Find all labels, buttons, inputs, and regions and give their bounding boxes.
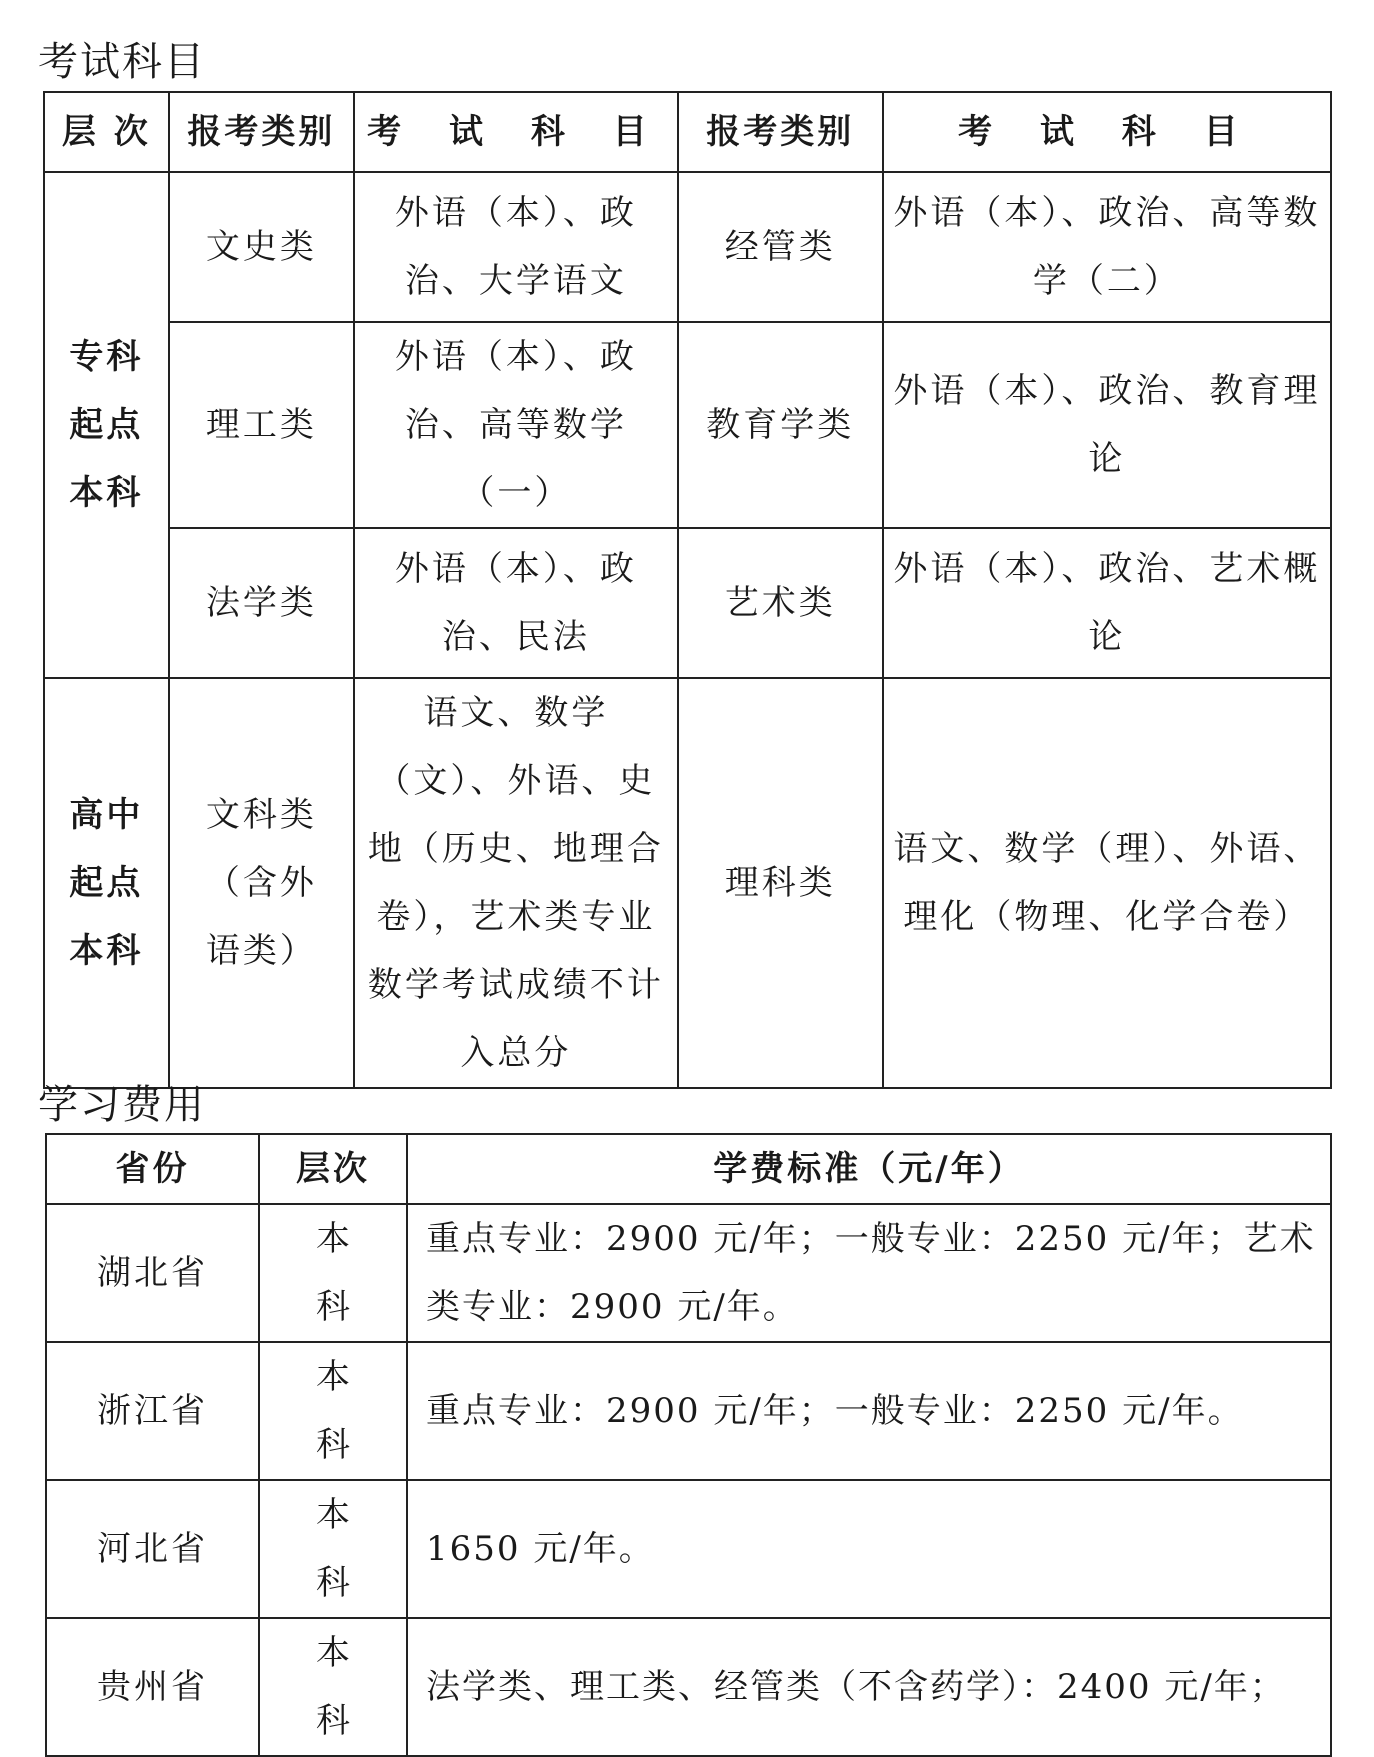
- header-category-left: 报考类别: [169, 92, 354, 172]
- level-cell-gaozhong: 高中 起点 本科: [44, 678, 169, 1088]
- header-level: 层次: [259, 1134, 407, 1204]
- table-row: [46, 1204, 1331, 1342]
- table-row: [46, 1342, 1331, 1480]
- subjects-cell: 外语（本）、政治、教育理论: [883, 322, 1331, 528]
- header-level: 层 次: [44, 92, 169, 172]
- level-cell: 本科: [259, 1204, 407, 1342]
- province-cell: 浙江省: [46, 1342, 259, 1480]
- category-cell: 经管类: [678, 172, 883, 322]
- level-cell: 本科: [259, 1618, 407, 1756]
- category-cell: 教育学类: [678, 322, 883, 528]
- category-cell: 法学类: [169, 528, 354, 678]
- tuition-title: 学习费用: [38, 1082, 206, 1128]
- fee-cell: 法学类、理工类、经管类（不含药学）：2400 元/年；: [407, 1618, 1331, 1756]
- province-cell: 贵州省: [46, 1618, 259, 1756]
- table-row: [46, 1480, 1331, 1618]
- header-subjects-left: 考 试 科 目: [354, 92, 678, 172]
- exam-subjects-table: [43, 91, 1332, 1089]
- fee-cell: 重点专业：2900 元/年；一般专业：2250 元/年；艺术类专业：2900 元/年。: [407, 1204, 1331, 1342]
- level-cell: 本科: [259, 1342, 407, 1480]
- subjects-cell: 外语（本）、政治、高等数学（二）: [883, 172, 1331, 322]
- table-header-row: [46, 1134, 1331, 1204]
- level-cell: 本科: [259, 1480, 407, 1618]
- subjects-cell: 外语（本）、政治、民法: [354, 528, 678, 678]
- fee-cell: 重点专业：2900 元/年；一般专业：2250 元/年。: [407, 1342, 1331, 1480]
- category-cell: 文科类（含外语类）: [169, 678, 354, 1088]
- tuition-table: [45, 1133, 1332, 1757]
- province-cell: 河北省: [46, 1480, 259, 1618]
- table-row: [46, 1618, 1331, 1756]
- table-row: [44, 528, 1331, 678]
- header-subjects-right: 考 试 科 目: [883, 92, 1331, 172]
- table-row: [44, 678, 1331, 1088]
- subjects-cell: 外语（本）、政治、高等数学（一）: [354, 322, 678, 528]
- category-cell: 理工类: [169, 322, 354, 528]
- subjects-cell: 语文、数学（理）、外语、理化（物理、化学合卷）: [883, 678, 1331, 1088]
- table-row: [44, 322, 1331, 528]
- subjects-cell: 外语（本）、政治、大学语文: [354, 172, 678, 322]
- table-header-row: [44, 92, 1331, 172]
- table-row: [44, 172, 1331, 322]
- category-cell: 理科类: [678, 678, 883, 1088]
- category-cell: 文史类: [169, 172, 354, 322]
- subjects-cell: 语文、数学（文）、外语、史地（历史、地理合卷），艺术类专业数学考试成绩不计入总分: [354, 678, 678, 1088]
- header-province: 省份: [46, 1134, 259, 1204]
- header-standard: 学费标准（元/年）: [407, 1134, 1331, 1204]
- category-cell: 艺术类: [678, 528, 883, 678]
- exam-subjects-title: 考试科目: [38, 39, 206, 85]
- province-cell: 湖北省: [46, 1204, 259, 1342]
- subjects-cell: 外语（本）、政治、艺术概论: [883, 528, 1331, 678]
- fee-cell: 1650 元/年。: [407, 1480, 1331, 1618]
- level-cell-zhuanke: 专科 起点 本科: [44, 172, 169, 678]
- header-category-right: 报考类别: [678, 92, 883, 172]
